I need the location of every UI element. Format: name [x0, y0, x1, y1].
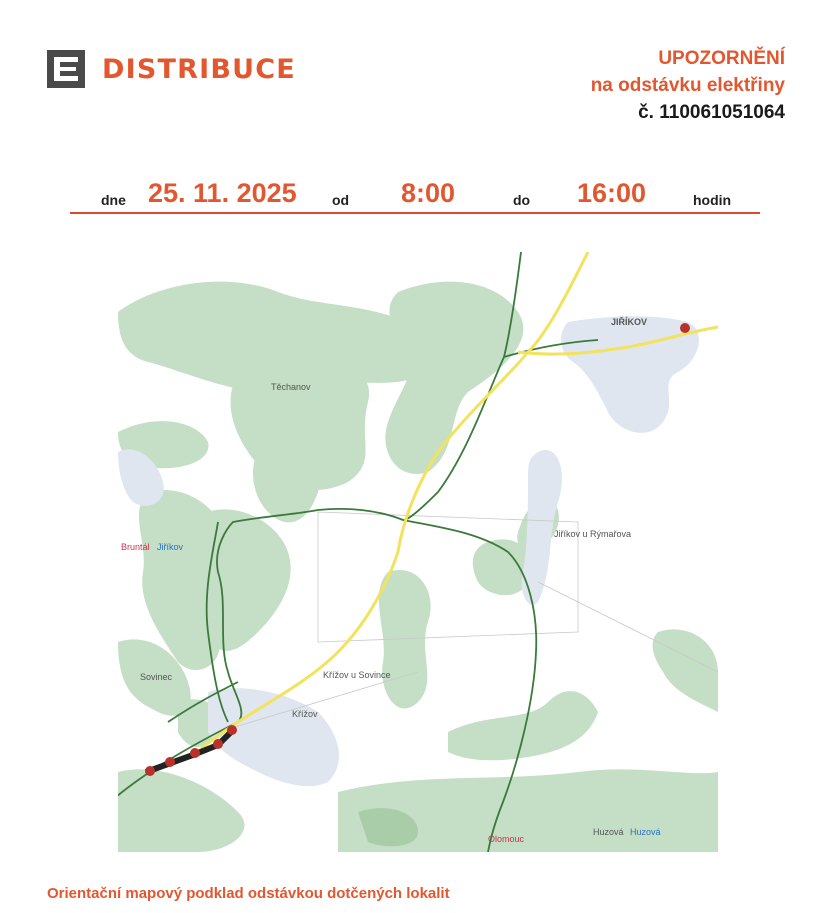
- label-techanov: Těchanov: [271, 382, 311, 392]
- notice-block: [591, 46, 785, 126]
- notice-subtitle: na odstávku elektřiny: [590, 75, 785, 96]
- cez-logo: [47, 50, 296, 88]
- cez-logo-icon: [47, 50, 85, 88]
- outage-map: [118, 252, 718, 852]
- map-canvas: [118, 252, 718, 852]
- from-time: 8:00: [401, 178, 456, 208]
- outage-marker: [213, 739, 223, 749]
- notice-number: č. 110061051064: [638, 102, 785, 123]
- from-label: od: [332, 192, 350, 208]
- label-krizov-small: Křížov: [292, 709, 318, 719]
- date-label: dne: [101, 192, 126, 208]
- label-bruntal: Bruntál: [121, 542, 150, 552]
- date-value: 25. 11. 2025: [148, 178, 297, 208]
- label-jirikov-rymarova: Jiříkov u Rýmařova: [554, 529, 632, 539]
- label-huzova-2: Huzová: [630, 827, 661, 837]
- to-label: do: [513, 192, 531, 208]
- label-olomouc: Olomouc: [488, 834, 525, 844]
- to-time: 16:00: [577, 178, 647, 208]
- outage-marker: [680, 323, 690, 333]
- notice-title: UPOZORNĚNÍ: [658, 48, 785, 69]
- outage-marker: [145, 766, 155, 776]
- hours-label: hodin: [693, 192, 732, 208]
- schedule-divider: [70, 212, 760, 214]
- map-caption: Orientační mapový podklad odstávkou dotčených lokalit: [47, 885, 450, 902]
- outage-marker: [190, 748, 200, 758]
- label-krizov: Křížov u Sovince: [323, 670, 391, 680]
- outage-marker: [227, 725, 237, 735]
- label-jirikov-top: JIŘÍKOV: [611, 317, 648, 327]
- logo-text: DISTRIBUCE: [102, 53, 296, 85]
- label-sovinec: Sovinec: [140, 672, 173, 682]
- outage-marker: [165, 757, 175, 767]
- label-huzova-1: Huzová: [593, 827, 624, 837]
- schedule-line: [70, 176, 760, 214]
- cadastral-lines: [218, 512, 718, 732]
- label-jirikov-left: Jiříkov: [157, 542, 184, 552]
